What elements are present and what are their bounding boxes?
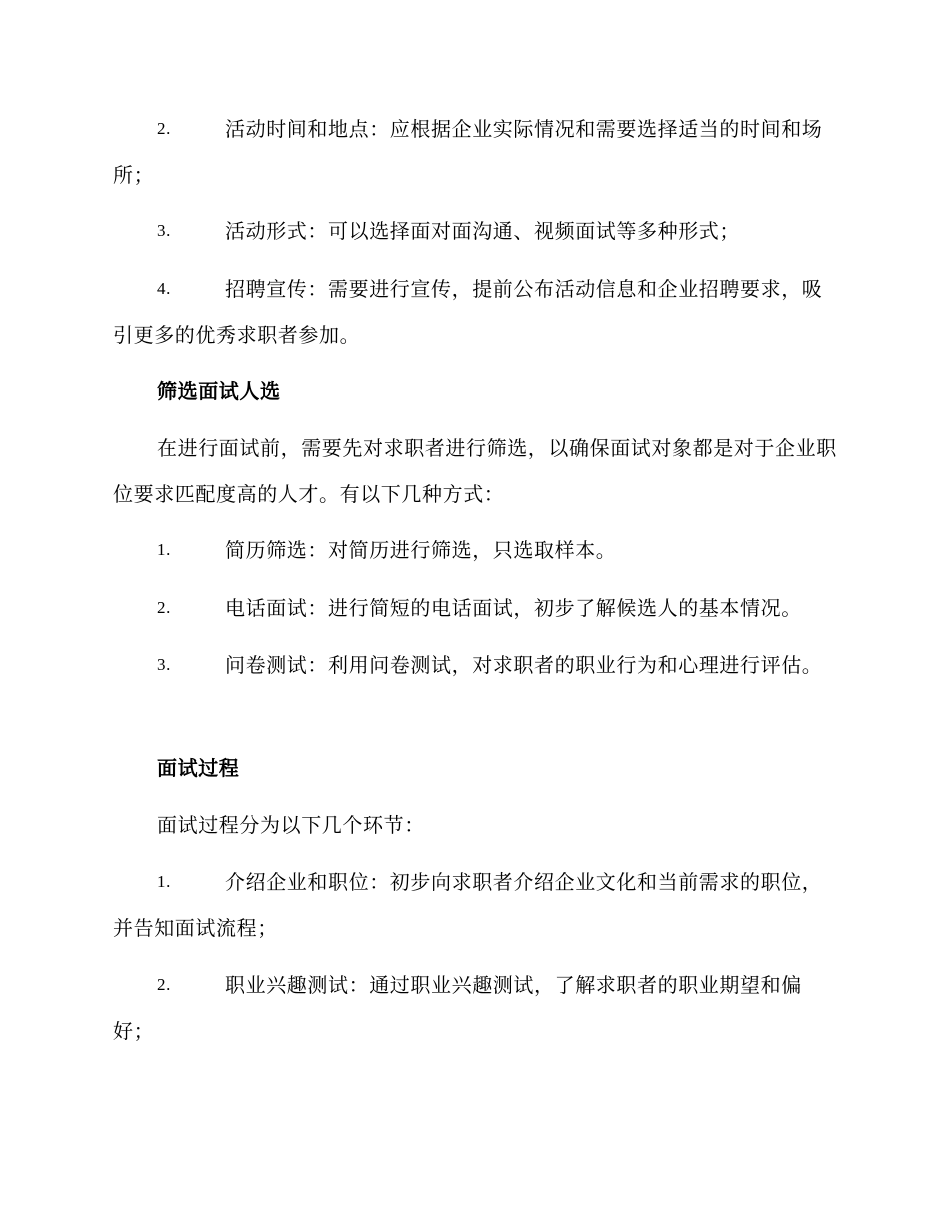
list-item-text: 活动形式：可以选择面对面沟通、视频面试等多种形式； [225,219,740,243]
list-item [113,266,837,358]
list-item-number: 1. [157,872,171,891]
section-intro-screening: 在进行面试前，需要先对求职者进行筛选，以确保面试对象都是对于企业职位要求匹配度高的人才。有以下几种方式： [113,436,837,506]
list-item [113,962,837,1054]
list-item-number: 2. [157,598,171,617]
list-item-number: 2. [157,975,171,994]
list-item-text: 活动时间和地点：应根据企业实际情况和需要选择适当的时间和场所； [113,117,823,187]
list-item-text: 简历筛选：对简历进行筛选，只选取样本。 [225,538,617,562]
list-item-text: 介绍企业和职位：初步向求职者介绍企业文化和当前需求的职位，并告知面试流程； [113,870,823,940]
list-item-number: 1. [157,540,171,559]
list-item-number: 4. [157,279,171,298]
section-heading-interview: 面试过程 [157,756,240,780]
list-item-text: 招聘宣传：需要进行宣传，提前公布活动信息和企业招聘要求，吸引更多的优秀求职者参加。 [113,277,823,347]
list-item [113,106,837,198]
list-item [113,859,837,951]
section-heading-screening: 筛选面试人选 [157,379,281,403]
list-item-text: 电话面试：进行简短的电话面试，初步了解候选人的基本情况。 [225,596,802,620]
list-item [113,585,837,631]
list-item [113,642,837,688]
list-item-text: 职业兴趣测试：通过职业兴趣测试，了解求职者的职业期望和偏好； [113,973,802,1043]
list-item [113,208,837,254]
list-item-number: 3. [157,221,171,240]
list-item-number: 2. [157,119,171,138]
section-intro-interview: 面试过程分为以下几个环节： [157,813,425,837]
list-item [113,527,837,573]
list-item-text: 问卷测试：利用问卷测试，对求职者的职业行为和心理进行评估。 [225,653,823,677]
list-item-number: 3. [157,655,171,674]
